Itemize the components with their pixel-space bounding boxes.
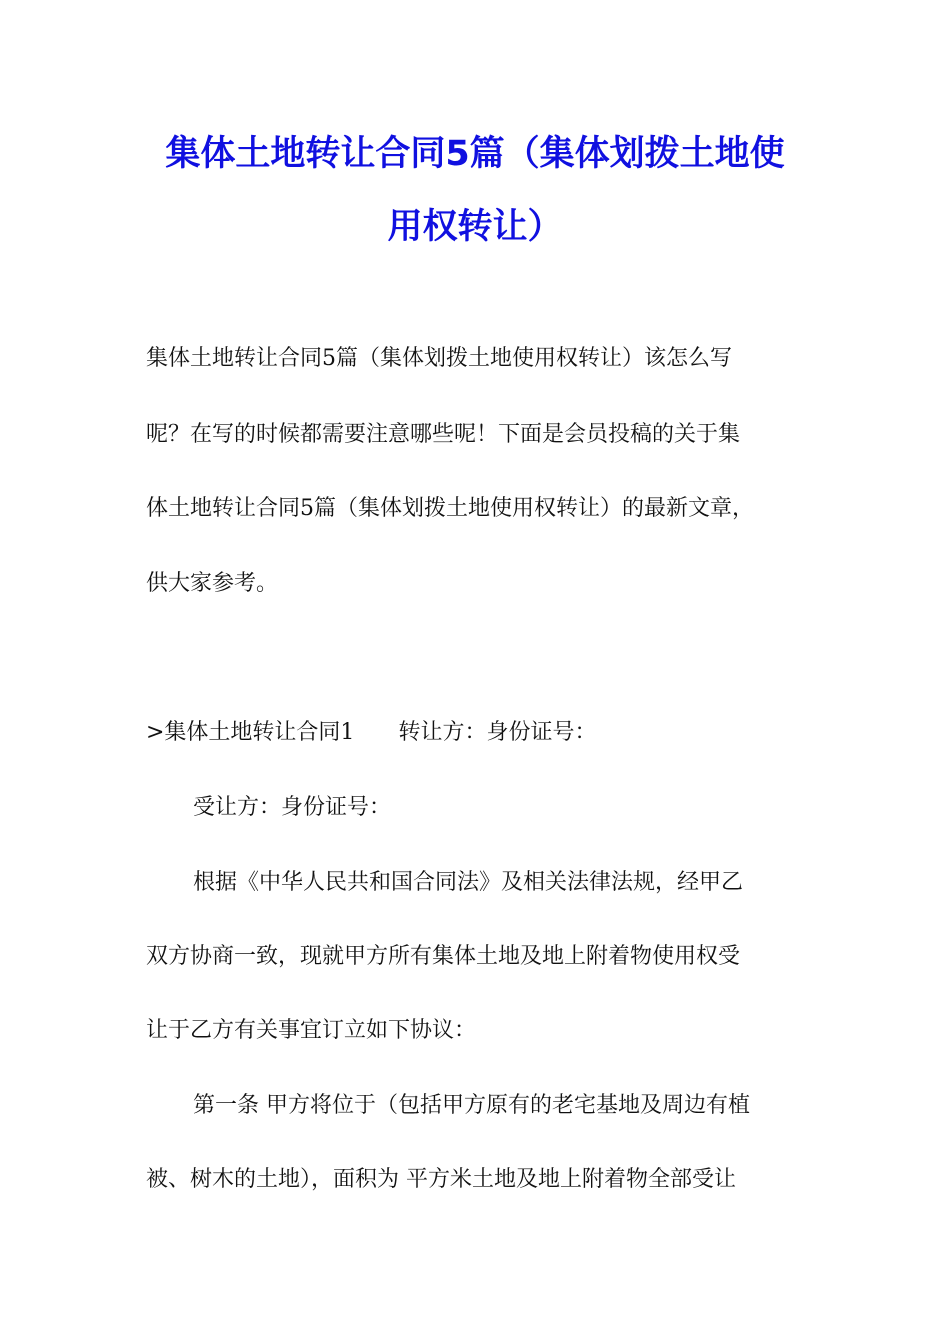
- article1-line-2: 被、树木的土地），面积为 平方米土地及地上附着物全部受让: [146, 1167, 736, 1192]
- document-title-line-1: 集体土地转让合同5篇（集体划拨土地使: [165, 134, 785, 174]
- basis-line-1: 根据《中华人民共和国合同法》及相关法律法规，经甲乙: [193, 870, 744, 895]
- section-heading-row: [146, 719, 596, 747]
- transferor-label: 转让方：身份证号：: [398, 720, 597, 745]
- section-heading: >集体土地转让合同1: [146, 720, 355, 745]
- intro-line-1: 集体土地转让合同5篇（集体划拨土地使用权转让）该怎么写: [146, 346, 732, 371]
- article1-line-1: 第一条 甲方将位于（包括甲方原有的老宅基地及周边有植: [193, 1093, 750, 1118]
- document-title-line-2: 用权转让）: [387, 207, 563, 247]
- basis-line-2: 双方协商一致，现就甲方所有集体土地及地上附着物使用权受: [146, 944, 741, 969]
- transferee-label: 受让方：身份证号：: [193, 795, 392, 820]
- intro-line-3: 体土地转让合同5篇（集体划拨土地使用权转让）的最新文章，: [146, 496, 754, 521]
- basis-line-3: 让于乙方有关事宜订立如下协议：: [146, 1018, 477, 1043]
- intro-line-2: 呢？在写的时候都需要注意哪些呢！下面是会员投稿的关于集: [146, 422, 741, 447]
- intro-line-4: 供大家参考。: [146, 571, 279, 596]
